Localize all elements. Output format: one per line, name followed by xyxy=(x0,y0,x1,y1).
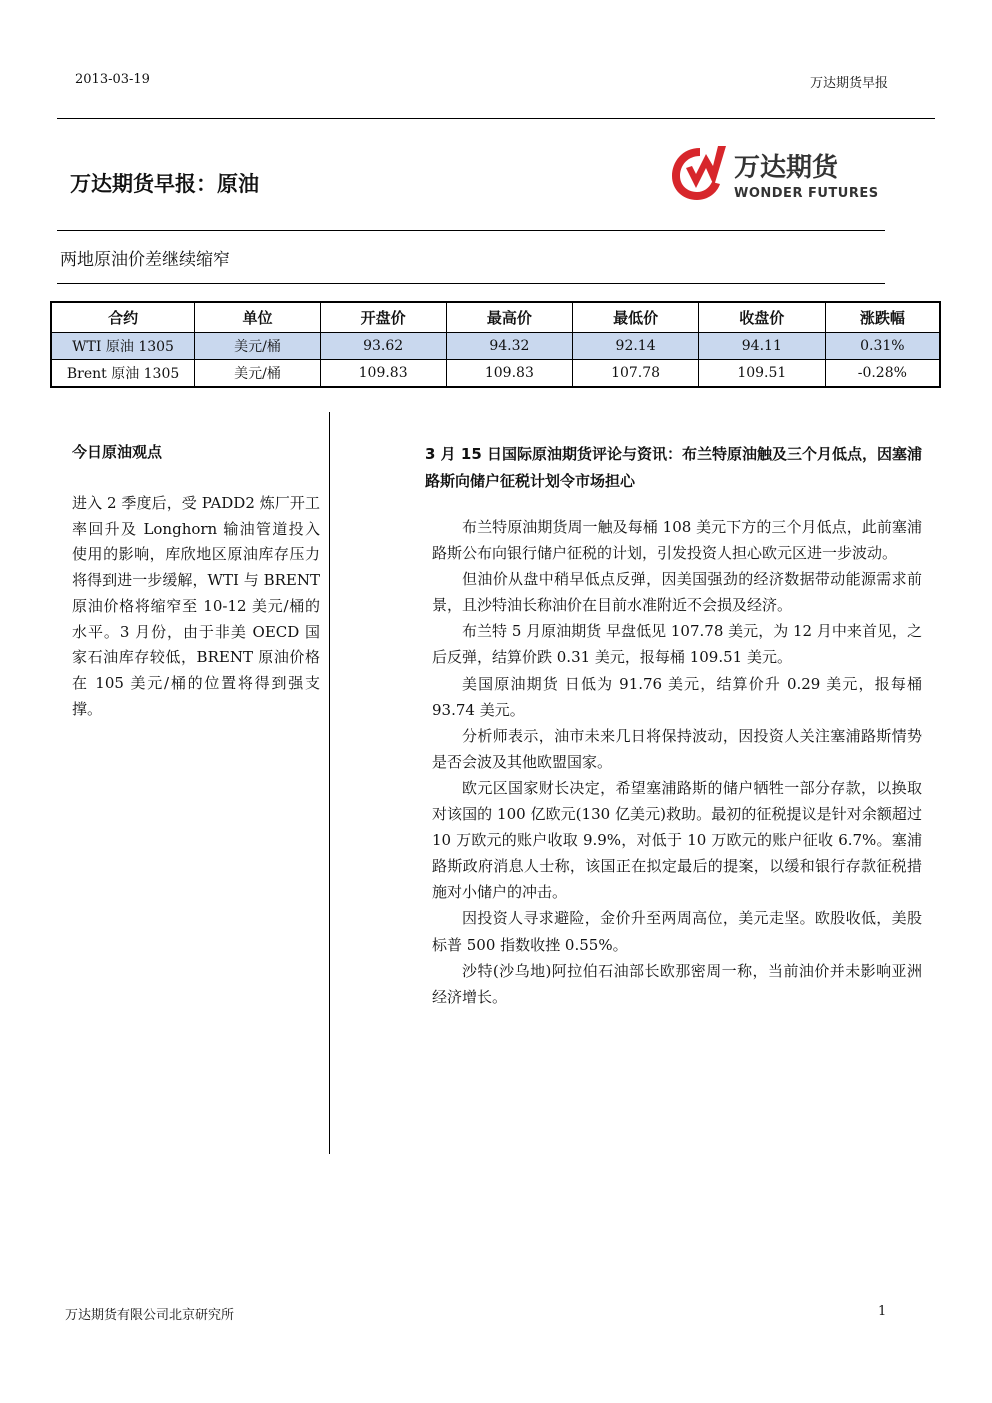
table-cell: 92.14 xyxy=(573,333,699,360)
price-table xyxy=(50,301,941,388)
subtitle-rule xyxy=(57,283,885,284)
company-logo xyxy=(668,142,878,204)
page-subtitle: 两地原油价差继续缩窄 xyxy=(60,250,230,270)
table-header: 最低价 xyxy=(573,302,699,333)
header-rule xyxy=(57,118,935,119)
table-cell: Brent 原油 1305 xyxy=(51,360,195,388)
table-cell: -0.28% xyxy=(825,360,940,388)
table-header: 涨跌幅 xyxy=(825,302,940,333)
news-heading: 3 月 15 日国际原油期货评论与资讯：布兰特原油触及三个月低点，因塞浦路斯向储户征税计划令市场担心 xyxy=(425,445,922,490)
table-cell: 107.78 xyxy=(573,360,699,388)
page-title: 万达期货早报：原油 xyxy=(70,172,259,196)
column-divider xyxy=(329,412,330,1154)
table-header: 合约 xyxy=(51,302,195,333)
news-paragraph: 布兰特 5 月原油期货 早盘低见 107.78 美元，为 12 月中来首见，之后反弹，结算价跌 0.31 美元，报每桶 109.51 美元。 xyxy=(432,622,922,667)
news-paragraph: 因投资人寻求避险，金价升至两周高位，美元走坚。欧股收低，美股标普 500 指数收挫 0.55%。 xyxy=(432,909,922,954)
publication-name: 万达期货早报 xyxy=(810,76,889,91)
table-cell: 93.62 xyxy=(320,333,446,360)
news-paragraph: 但油价从盘中稍早低点反弹，因美国强劲的经济数据带动能源需求前景，且沙特油长称油价在目前水准附近不会损及经济。 xyxy=(432,570,922,615)
table-cell: 美元/桶 xyxy=(195,333,321,360)
table-header: 开盘价 xyxy=(320,302,446,333)
table-cell: 美元/桶 xyxy=(195,360,321,388)
news-paragraph: 沙特(沙乌地)阿拉伯石油部长欧那密周一称，当前油价并未影响亚洲经济增长。 xyxy=(432,961,922,1006)
logo-en-text: WONDER FUTURES xyxy=(734,186,878,201)
table-cell: WTI 原油 1305 xyxy=(51,333,195,360)
news-paragraph: 布兰特原油期货周一触及每桶 108 美元下方的三个月低点，此前塞浦路斯公布向银行储户征税的计划，引发投资人担心欧元区进一步波动。 xyxy=(432,518,922,563)
logo-cn-text: 万达期货 xyxy=(734,153,839,183)
table-cell: 109.83 xyxy=(320,360,446,388)
footer-company: 万达期货有限公司北京研究所 xyxy=(65,1308,235,1323)
table-row xyxy=(51,360,940,388)
table-cell: 94.11 xyxy=(698,333,825,360)
page-number: 1 xyxy=(878,1304,887,1319)
table-header-row xyxy=(51,302,940,333)
table-cell: 109.83 xyxy=(446,360,573,388)
outlook-heading: 今日原油观点 xyxy=(72,443,163,461)
news-paragraph: 分析师表示，油市未来几日将保持波动，因投资人关注塞浦路斯情势是否会波及其他欧盟国家。 xyxy=(432,726,922,771)
title-rule xyxy=(57,230,885,231)
news-paragraph: 欧元区国家财长决定，希望塞浦路斯的储户牺牲一部分存款，以换取对该国的 100 亿欧元(130 亿美元)救助。最初的征税提议是针对余额超过 10 万欧元的账户收取 9.9%，对低于 10 万欧元的账户征收 6.7%。塞浦路斯政府消息人士称，该国正在拟定最后的提案，以缓和银行存款征税措施对小储户的冲击。 xyxy=(432,778,922,902)
news-body xyxy=(432,514,922,1010)
table-cell: 94.32 xyxy=(446,333,573,360)
table-cell: 109.51 xyxy=(698,360,825,388)
news-paragraph: 美国原油期货 日低为 91.76 美元，结算价升 0.29 美元，报每桶 93.74 美元。 xyxy=(432,674,922,719)
table-header: 最高价 xyxy=(446,302,573,333)
outlook-body: 进入 2 季度后，受 PADD2 炼厂开工率回升及 Longhorn 输油管道投入使用的影响，库欣地区原油库存压力将得到进一步缓解，WTI 与 BRENT 原油价格将缩窄至 10-12 美元/桶的水平。3 月份，由于非美 OECD 国家石油库存较低，BRENT 原油价格在 105 美元/桶的位置将得到强支撑。 xyxy=(72,494,320,718)
table-row xyxy=(51,333,940,360)
table-header: 单位 xyxy=(195,302,321,333)
wonder-futures-logo-icon xyxy=(668,142,878,204)
report-date: 2013-03-19 xyxy=(75,72,150,87)
table-header: 收盘价 xyxy=(698,302,825,333)
table-cell: 0.31% xyxy=(825,333,940,360)
